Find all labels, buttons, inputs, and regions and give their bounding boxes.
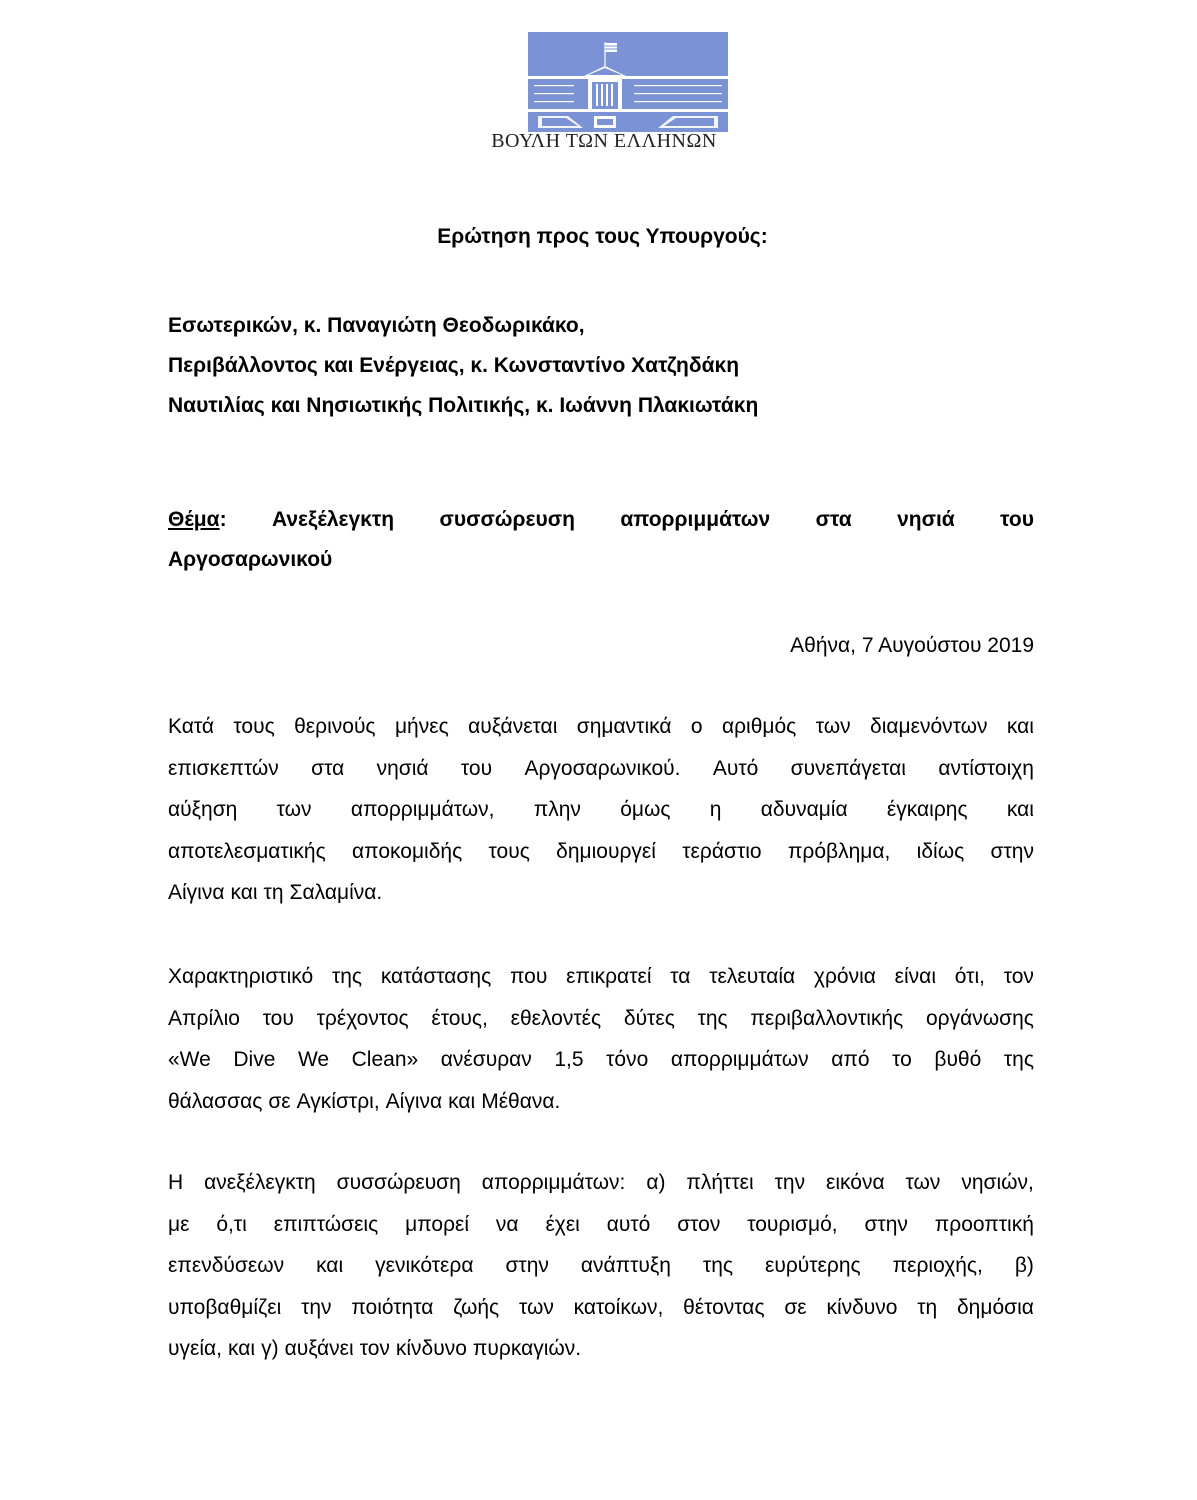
word: Απρίλιο: [168, 1006, 240, 1030]
word: τη: [263, 881, 284, 904]
word: αυξάνει: [284, 1337, 354, 1360]
word: Αγκίστρι,: [296, 1089, 380, 1113]
word: πυρκαγιών.: [472, 1337, 582, 1360]
word: ο: [690, 715, 703, 738]
word: αποκομιδής: [352, 839, 463, 863]
word: θέτοντας: [683, 1295, 765, 1319]
paragraph-line: [168, 1328, 1034, 1370]
word: του: [262, 1006, 294, 1030]
subject-line-2: Αργοσαρωνικού: [168, 548, 333, 571]
word: ιδίως: [916, 839, 965, 863]
word: του: [460, 756, 493, 780]
word: την: [301, 1295, 332, 1319]
word: γενικότερα: [375, 1254, 474, 1277]
word: νησιά: [376, 756, 429, 780]
word: χρόνια: [813, 965, 876, 988]
document-title: Ερώτηση προς τους Υπουργούς:: [437, 225, 768, 248]
subject-word: απορριμμάτων: [620, 508, 771, 531]
word: έγκαιρης: [886, 798, 968, 821]
word: πρόβλημα,: [787, 839, 891, 863]
subject-word: στα: [815, 508, 852, 531]
word: η: [709, 798, 722, 821]
paragraph-line: [168, 956, 1034, 998]
word: απορριμμάτων: [670, 1048, 809, 1071]
word: μήνες: [394, 715, 449, 738]
word: και: [230, 881, 258, 904]
word: «We: [168, 1048, 211, 1071]
word: εικόνα: [826, 1171, 885, 1194]
subject: [168, 500, 1034, 580]
word: τόνο: [606, 1048, 649, 1071]
logo-caption: ΒΟΥΛΗ ΤΩΝ ΕΛΛΗΝΩΝ: [491, 130, 717, 152]
word: στην: [990, 839, 1034, 863]
parliament-building-icon: [528, 32, 728, 132]
word: κατοίκων,: [573, 1295, 664, 1319]
word: απορριμμάτων:: [481, 1171, 626, 1194]
paragraph-line: [168, 1287, 1034, 1329]
word: είναι: [894, 965, 936, 988]
word: Μέθανα.: [481, 1089, 561, 1113]
paragraph-line: [168, 1162, 1034, 1204]
word: κίνδυνο: [395, 1337, 467, 1360]
word: που: [509, 965, 548, 988]
word: της: [1003, 1048, 1034, 1071]
word: των: [518, 1295, 554, 1319]
word: α): [646, 1171, 666, 1194]
word: συσσώρευση: [336, 1171, 461, 1194]
word: θάλασσας: [168, 1089, 263, 1113]
word: το: [892, 1048, 912, 1071]
word: βυθό: [934, 1048, 982, 1071]
word: απορριμμάτων,: [350, 798, 495, 821]
word: Σαλαμίνα.: [289, 881, 383, 904]
word: τον: [359, 1337, 390, 1360]
word: και: [1006, 715, 1034, 738]
word: επενδύσεων: [168, 1254, 285, 1277]
word: Κατά: [168, 715, 215, 738]
subject-label-group: Θέμα:: [168, 508, 227, 531]
word: ευρύτερης: [764, 1254, 861, 1277]
word: ζωής: [453, 1295, 500, 1319]
word: τον: [1003, 965, 1034, 988]
word: 1,5: [554, 1048, 584, 1071]
word: τα: [670, 965, 691, 988]
word: στην: [505, 1254, 549, 1277]
subject-word: συσσώρευση: [439, 508, 575, 531]
word: ποιότητα: [351, 1295, 434, 1319]
word: αυξάνεται: [468, 715, 558, 738]
word: και: [1006, 798, 1034, 821]
word: αποτελεσματικής: [168, 839, 326, 863]
word: τους: [488, 839, 530, 863]
word: δημιουργεί: [556, 839, 656, 863]
paragraph-line: [168, 1039, 1034, 1081]
word: σε: [268, 1089, 291, 1113]
word: Αυτό: [712, 756, 759, 780]
word: έχει: [545, 1212, 580, 1236]
word: με: [168, 1212, 190, 1236]
word: υποβαθμίζει: [168, 1295, 282, 1319]
paragraph: [168, 956, 1034, 1122]
word: και: [228, 1337, 256, 1360]
word: των: [815, 715, 851, 738]
word: της: [331, 965, 363, 988]
paragraph: [168, 706, 1034, 914]
word: της: [702, 1254, 734, 1277]
word: πλην: [533, 798, 581, 821]
word: Dive: [233, 1048, 276, 1071]
subject-word: νησιά: [897, 508, 955, 531]
word: αυτό: [606, 1212, 651, 1236]
paragraph-line: [168, 789, 1034, 831]
word: γ): [261, 1337, 279, 1360]
word: από: [831, 1048, 870, 1071]
word: αύξηση: [168, 798, 238, 821]
paragraph-line: [168, 748, 1034, 790]
word: περιβαλλοντικής: [750, 1006, 904, 1030]
word: την: [774, 1171, 806, 1194]
subject-word: Ανεξέλεγκτη: [271, 508, 395, 531]
word: συνεπάγεται: [790, 756, 906, 780]
paragraph-line: [168, 1204, 1034, 1246]
word: Αίγινα: [385, 1089, 443, 1113]
word: δύτες: [623, 1006, 675, 1030]
word: τεράστιο: [682, 839, 762, 863]
paragraph-line: [168, 831, 1034, 873]
paragraph: [168, 1162, 1034, 1370]
paragraph-line: [168, 706, 1034, 748]
word: σημαντικά: [576, 715, 672, 738]
word: Αίγινα: [168, 881, 225, 904]
subject-word: του: [1000, 508, 1034, 531]
word: τουρισμό,: [747, 1212, 838, 1236]
word: αδυναμία: [760, 798, 848, 821]
word: αριθμός: [721, 715, 797, 738]
word: αντίστοιχη: [938, 756, 1034, 780]
word: σε: [784, 1295, 807, 1319]
paragraph-line: [168, 998, 1034, 1040]
word: Clean»: [351, 1048, 419, 1071]
word: νησιών,: [961, 1171, 1034, 1194]
word: στα: [311, 756, 345, 780]
word: We: [297, 1048, 330, 1071]
word: στον: [677, 1212, 721, 1236]
word: δημόσια: [956, 1295, 1034, 1319]
word: τους: [233, 715, 275, 738]
word: περιοχής,: [892, 1254, 983, 1277]
subject-label: Θέμα: [168, 508, 220, 531]
word: της: [697, 1006, 728, 1030]
word: κατάστασης: [380, 965, 492, 988]
word: των: [905, 1171, 941, 1194]
word: επισκεπτών: [168, 756, 279, 780]
word: ανεξέλεγκτη: [204, 1171, 316, 1194]
word: όμως: [620, 798, 671, 821]
date-line: Αθήνα, 7 Αυγούστου 2019: [790, 634, 1034, 657]
subject-line-1: [168, 500, 1034, 540]
word: προοπτική: [934, 1212, 1034, 1236]
word: υγεία,: [168, 1337, 222, 1360]
word: Η: [168, 1171, 184, 1194]
recipients-list: [168, 306, 758, 426]
word: οργάνωσης: [925, 1006, 1034, 1030]
paragraph-line: [168, 1081, 1034, 1123]
recipient: Ναυτιλίας και Νησιωτικής Πολιτικής, κ. Ιωάννη Πλακιωτάκη: [168, 394, 759, 417]
recipient: Περιβάλλοντος και Ενέργειας, κ. Κωνσταντίνο Χατζηδάκη: [168, 354, 740, 377]
word: ανάπτυξη: [580, 1254, 671, 1277]
paragraph-line: [168, 872, 1034, 914]
word: τρέχοντος: [316, 1006, 409, 1030]
word: των: [276, 798, 312, 821]
word: να: [495, 1212, 519, 1236]
word: β): [1014, 1254, 1034, 1277]
word: μπορεί: [405, 1212, 470, 1236]
word: Χαρακτηριστικό: [168, 965, 314, 988]
paragraph-line: [168, 1245, 1034, 1287]
word: και: [316, 1254, 344, 1277]
word: τη: [917, 1295, 938, 1319]
word: κίνδυνο: [826, 1295, 898, 1319]
word: ότι,: [954, 965, 985, 988]
word: πλήττει: [686, 1171, 754, 1194]
word: έτους,: [431, 1006, 488, 1030]
word: επιπτώσεις: [273, 1212, 379, 1236]
word: θερινούς: [294, 715, 376, 738]
word: εθελοντές: [510, 1006, 602, 1030]
word: ό,τι: [216, 1212, 247, 1236]
word: επικρατεί: [566, 965, 652, 988]
word: και: [448, 1089, 476, 1113]
recipient: Εσωτερικών, κ. Παναγιώτη Θεοδωρικάκο,: [168, 314, 585, 337]
word: τελευταία: [709, 965, 796, 988]
word: Αργοσαρωνικού.: [524, 756, 681, 780]
word: διαμενόντων: [870, 715, 988, 738]
word: ανέσυραν: [440, 1048, 532, 1071]
word: στην: [864, 1212, 908, 1236]
